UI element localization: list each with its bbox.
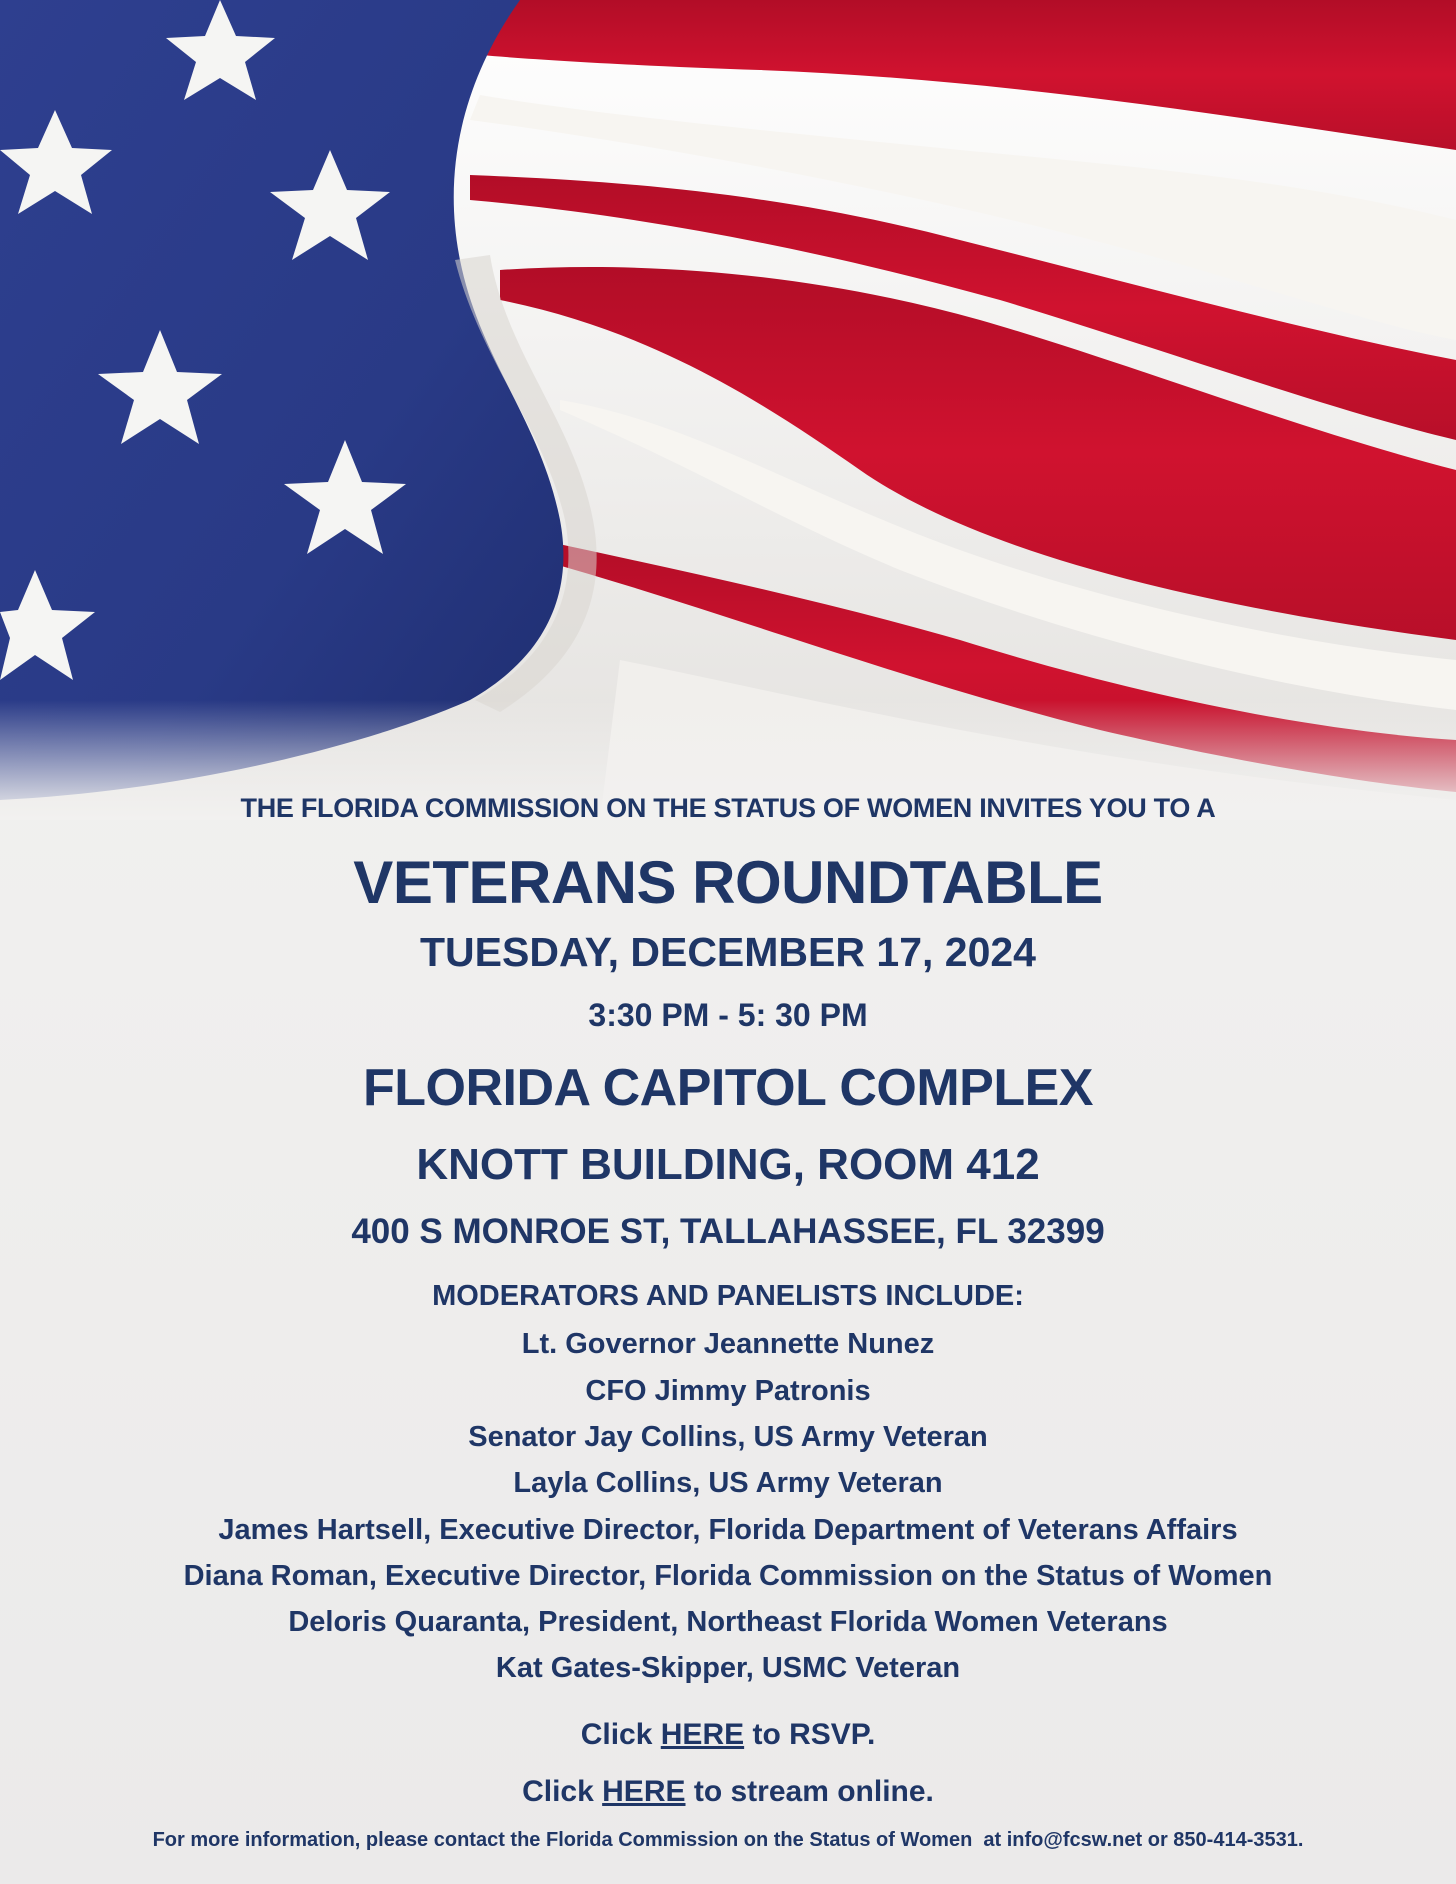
panelist-item: Layla Collins, US Army Veteran — [513, 1467, 943, 1499]
american-flag-image — [0, 0, 1456, 820]
event-time: 3:30 PM - 5: 30 PM — [588, 997, 868, 1033]
event-date: TUESDAY, DECEMBER 17, 2024 — [419, 929, 1036, 975]
event-venue: FLORIDA CAPITOL COMPLEX — [362, 1059, 1093, 1117]
rsvp-suffix: to RSVP. — [744, 1718, 876, 1751]
panelist-item: Senator Jay Collins, US Army Veteran — [468, 1421, 988, 1453]
panelist-item: Deloris Quaranta, President, Northeast Florida Women Veterans — [288, 1606, 1168, 1638]
stream-prefix: Click — [522, 1775, 603, 1808]
panelist-item: Diana Roman, Executive Director, Florida Commission on the Status of Women — [183, 1560, 1273, 1592]
panelist-item: James Hartsell, Executive Director, Florida Department of Veterans Affairs — [218, 1514, 1238, 1546]
panelist-item: Kat Gates-Skipper, USMC Veteran — [495, 1652, 961, 1684]
stream-line — [0, 1775, 1456, 1809]
panelist-item: Lt. Governor Jeannette Nunez — [521, 1328, 935, 1360]
event-address: 400 S MONROE ST, TALLAHASSEE, FL 32399 — [351, 1212, 1105, 1251]
panelist-item: CFO Jimmy Patronis — [585, 1375, 871, 1407]
stream-link[interactable]: HERE — [602, 1775, 686, 1808]
event-title: VETERANS ROUNDTABLE — [353, 849, 1103, 916]
rsvp-line — [0, 1718, 1456, 1752]
event-building: KNOTT BUILDING, ROOM 412 — [416, 1140, 1040, 1189]
panel-heading: MODERATORS AND PANELISTS INCLUDE: — [432, 1280, 1024, 1312]
rsvp-prefix: Click — [580, 1718, 661, 1751]
invite-line: THE FLORIDA COMMISSION ON THE STATUS OF WOMEN INVITES YOU TO A — [240, 793, 1216, 823]
stream-suffix: to stream online. — [685, 1775, 934, 1808]
rsvp-link[interactable]: HERE — [660, 1718, 745, 1751]
contact-footer: For more information, please contact the Florida Commission on the Status of Women at info@fcsw.net or 850-414-3531. — [152, 1829, 1304, 1851]
